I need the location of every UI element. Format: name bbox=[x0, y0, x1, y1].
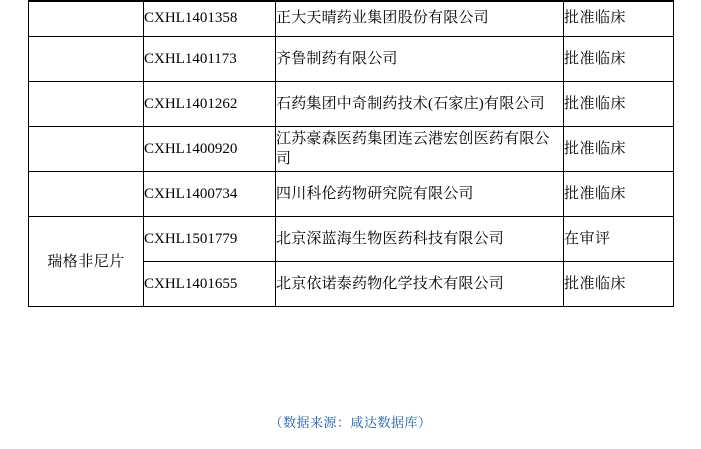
cell-status: 批准临床 bbox=[564, 127, 674, 172]
cell-status: 在审评 bbox=[564, 217, 674, 262]
cell-company: 齐鲁制药有限公司 bbox=[276, 37, 564, 82]
cell-drug-name bbox=[29, 0, 144, 37]
table-row bbox=[29, 37, 674, 82]
cell-registration-code: CXHL1401655 bbox=[144, 262, 276, 307]
cell-status: 批准临床 bbox=[564, 262, 674, 307]
cell-registration-code: CXHL1401262 bbox=[144, 82, 276, 127]
cell-drug-name bbox=[29, 37, 144, 82]
table-row bbox=[29, 127, 674, 172]
cell-registration-code: CXHL1400920 bbox=[144, 127, 276, 172]
cell-status: 批准临床 bbox=[564, 37, 674, 82]
table-row bbox=[29, 0, 674, 37]
cell-company: 北京深蓝海生物医药科技有限公司 bbox=[276, 217, 564, 262]
cell-company: 江苏豪森医药集团连云港宏创医药有限公司 bbox=[276, 127, 564, 172]
cell-company: 北京依诺泰药物化学技术有限公司 bbox=[276, 262, 564, 307]
cell-registration-code: CXHL1401173 bbox=[144, 37, 276, 82]
cell-drug-name bbox=[29, 172, 144, 217]
cell-company: 石药集团中奇制药技术(石家庄)有限公司 bbox=[276, 82, 564, 127]
cell-drug-name bbox=[29, 127, 144, 172]
drug-registration-table bbox=[28, 0, 674, 307]
table-row bbox=[29, 217, 674, 262]
table-row bbox=[29, 172, 674, 217]
cell-drug-name-group: 瑞格非尼片 bbox=[29, 217, 144, 307]
table-row bbox=[29, 82, 674, 127]
cell-registration-code: CXHL1501779 bbox=[144, 217, 276, 262]
cell-status: 批准临床 bbox=[564, 172, 674, 217]
cell-drug-name bbox=[29, 82, 144, 127]
cell-registration-code: CXHL1401358 bbox=[144, 0, 276, 37]
cell-status: 批准临床 bbox=[564, 82, 674, 127]
cell-company: 正大天晴药业集团股份有限公司 bbox=[276, 0, 564, 37]
cell-status: 批准临床 bbox=[564, 0, 674, 37]
cell-company: 四川科伦药物研究院有限公司 bbox=[276, 172, 564, 217]
cell-registration-code: CXHL1400734 bbox=[144, 172, 276, 217]
data-source-note: （数据来源：咸达数据库） bbox=[269, 415, 432, 430]
